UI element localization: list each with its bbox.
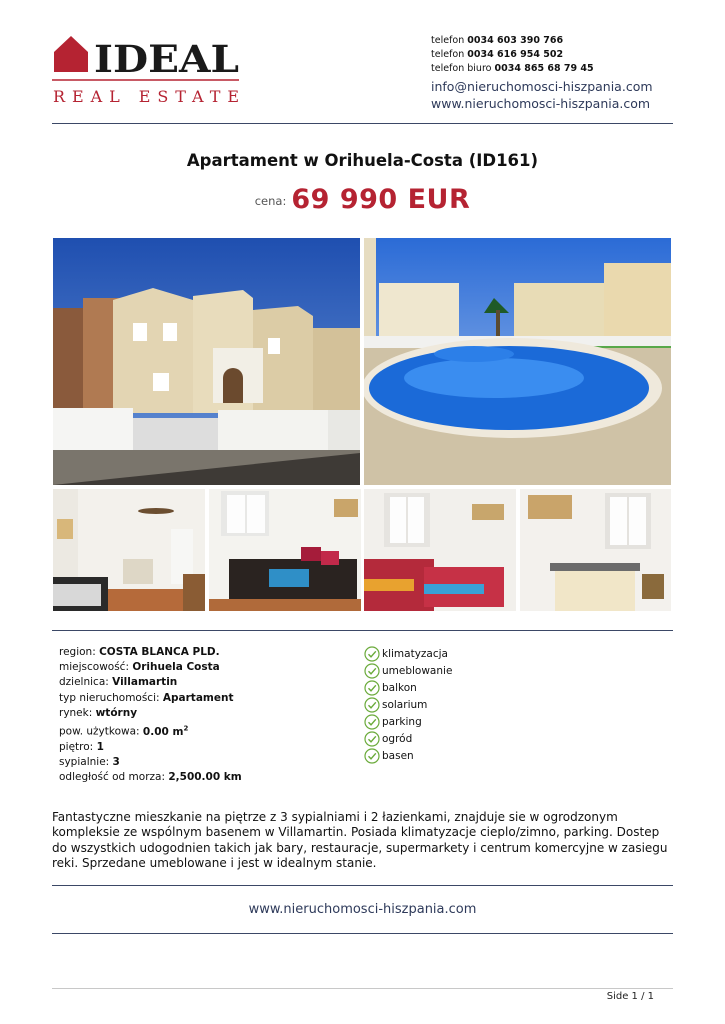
website-link[interactable]: www.nieruchomosci-hiszpania.com [431, 96, 651, 111]
phone-line-1: telefon 0034 603 390 766 [431, 35, 564, 46]
detail-town: miejscowość: Orihuela Costa [59, 661, 220, 674]
check-icon [364, 714, 380, 730]
photo-building-exterior[interactable] [53, 238, 360, 485]
detail-floor: piętro: 1 [59, 740, 104, 753]
check-icon [364, 697, 380, 713]
feature-item: ogród [364, 730, 564, 747]
photo-bedroom-3[interactable] [520, 489, 671, 611]
price-label: cena: [254, 194, 287, 208]
feature-item: balkon [364, 679, 564, 696]
price-value: 69 990 EUR [291, 184, 471, 215]
photo-living-room[interactable] [53, 489, 205, 611]
photo-pool[interactable] [364, 238, 671, 485]
property-description: Fantastyczne mieszkanie na piętrze z 3 sypialniami i 2 łazienkami, znajduje sie w ogrodzonym kompleksie ze wspólnym basenem w Villamartin. Posiada klimatyzacje cieplo/zimno, parking. Dostep do wszystkich udogodnien takich jak bary, restauracje, supermarkety i centrum komercyjne w zasiegu reki. Sprzedane umeblowane i jest w idealnym stanie. [52, 810, 668, 870]
property-details [59, 645, 359, 785]
phone-line-2: telefon 0034 616 954 502 [431, 49, 564, 60]
detail-market: rynek: wtórny [59, 706, 138, 719]
phone-line-3: telefon biuro 0034 865 68 79 45 [431, 63, 594, 74]
check-icon [364, 646, 380, 662]
footer-divider-bottom [52, 933, 673, 934]
email-link[interactable]: info@nieruchomosci-hiszpania.com [431, 79, 653, 94]
detail-sea-distance: odległość od morza: 2,500.00 km [59, 771, 242, 784]
feature-item: solarium [364, 696, 564, 713]
feature-item: basen [364, 747, 564, 764]
details-divider [52, 630, 673, 631]
page-footer-line [52, 988, 673, 989]
detail-type: typ nieruchomości: Apartament [59, 691, 234, 704]
detail-district: dzielnica: Villamartin [59, 676, 178, 689]
listing-title: Apartament w Orihuela-Costa (ID161) [186, 151, 539, 170]
company-logo [52, 34, 242, 106]
header-divider [52, 123, 673, 124]
photo-bedroom-1[interactable] [209, 489, 361, 611]
price-row [52, 184, 673, 215]
photo-bedroom-2[interactable] [364, 489, 516, 611]
detail-bedrooms: sypialnie: 3 [59, 755, 120, 768]
detail-area: pow. użytkowa: 0.00 $m^2$ [59, 724, 189, 738]
logo-word: IDEAL [94, 37, 239, 81]
footer-website-link[interactable]: www.nieruchomosci-hiszpania.com [248, 902, 477, 917]
footer-divider-top [52, 885, 673, 886]
contact-info [431, 34, 681, 112]
page-number: Side 1 / 1 [606, 991, 654, 1002]
check-icon [364, 680, 380, 696]
feature-item: umeblowanie [364, 662, 564, 679]
feature-list [364, 645, 564, 764]
detail-region: region: COSTA BLANCA PLD. [59, 646, 220, 658]
logo-subtitle: REAL ESTATE [53, 87, 239, 106]
check-icon [364, 748, 380, 764]
check-icon [364, 663, 380, 679]
feature-item: klimatyzacja [364, 645, 564, 662]
feature-item: parking [364, 713, 564, 730]
check-icon [364, 731, 380, 747]
